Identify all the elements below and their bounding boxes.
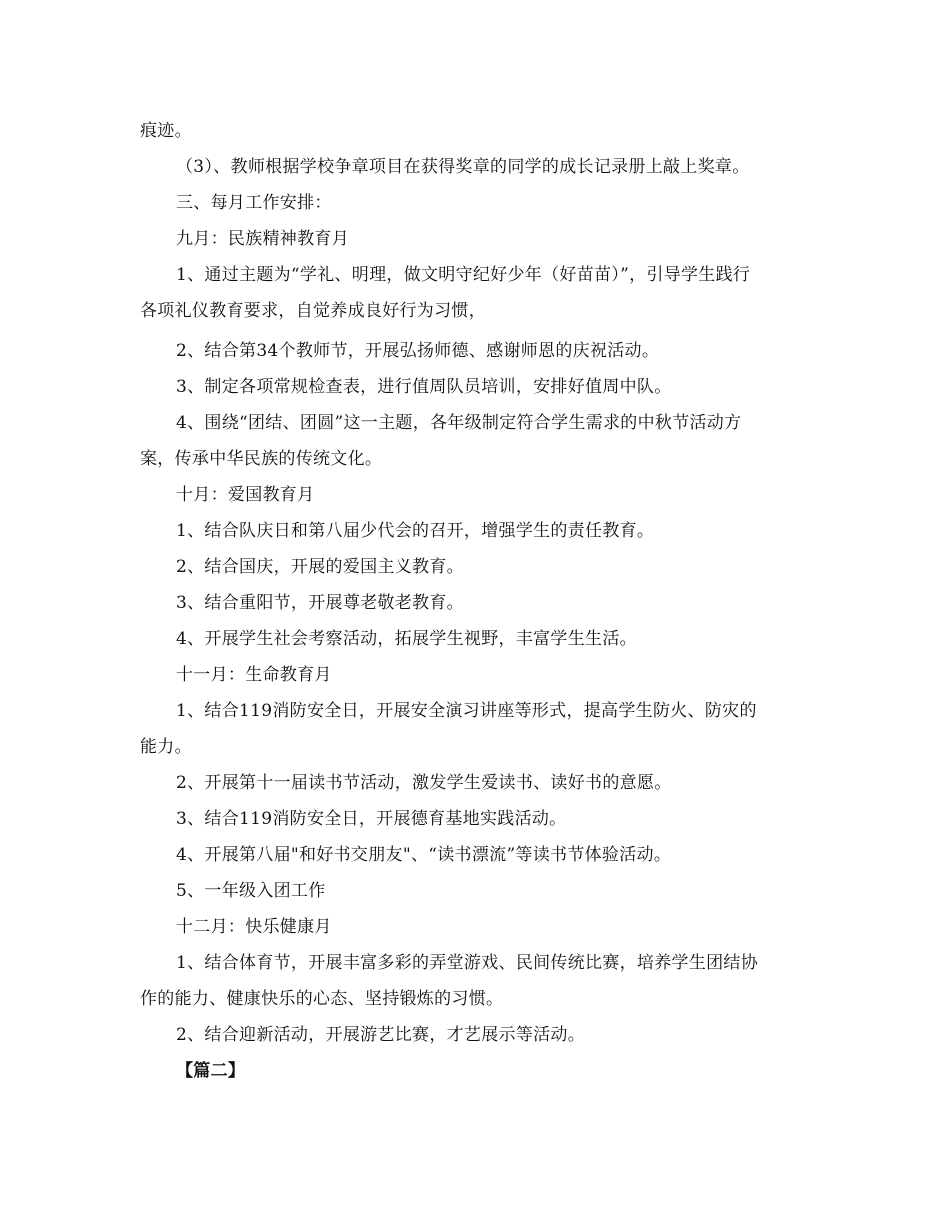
text-line: 2、开展第十一届读书节活动，激发学生爱读书、读好书的意愿。 <box>176 773 672 793</box>
text-line: 1、结合体育节，开展丰富多彩的弄堂游戏、民间传统比赛，培养学生团结协 <box>176 953 759 973</box>
text-line: 5、一年级入团工作 <box>176 881 326 901</box>
month-heading: 九月：民族精神教育月 <box>176 229 349 249</box>
text-line: 1、结合队庆日和第八届少代会的召开，增强学生的责任教育。 <box>176 521 655 541</box>
text-line: 各项礼仪教育要求，自觉养成良好行为习惯， <box>140 301 486 321</box>
part-heading: 【篇二】 <box>176 1061 246 1081</box>
text-line: 2、结合国庆，开展的爱国主义教育。 <box>176 557 464 577</box>
text-line: 4、开展学生社会考察活动，拓展学生视野，丰富学生生活。 <box>176 629 637 649</box>
month-heading: 十一月：生命教育月 <box>176 665 332 685</box>
text-line: 1、结合119消防安全日，开展安全演习讲座等形式，提高学生防火、防灾的 <box>176 701 757 721</box>
text-line: 2、结合第34个教师节，开展弘扬师德、感谢师恩的庆祝活动。 <box>176 341 660 361</box>
text-line: 3、结合119消防安全日，开展德育基地实践活动。 <box>176 809 567 829</box>
month-heading: 十月：爱国教育月 <box>176 485 315 505</box>
text-line: （3）、教师根据学校争章项目在获得奖章的同学的成长记录册上敲上奖章。 <box>176 157 750 177</box>
text-line: 4、开展第八届"和好书交朋友"、“读书漂流”等读书节体验活动。 <box>176 845 672 865</box>
text-line: 作的能力、健康快乐的心态、坚持锻炼的习惯。 <box>140 989 504 1009</box>
text-line: 2、结合迎新活动，开展游艺比赛，才艺展示等活动。 <box>176 1025 586 1045</box>
text-line: 痕迹。 <box>140 121 192 141</box>
section-heading: 三、每月工作安排： <box>176 193 332 213</box>
text-line: 能力。 <box>140 737 192 757</box>
text-line: 4、围绕“团结、团圆”这一主题，各年级制定符合学生需求的中秋节活动方 <box>176 413 742 433</box>
text-line: 案，传承中华民族的传统文化。 <box>140 449 383 469</box>
month-heading: 十二月：快乐健康月 <box>176 917 332 937</box>
text-line: 3、结合重阳节，开展尊老敬老教育。 <box>176 593 464 613</box>
text-line: 1、通过主题为“学礼、明理，做文明守纪好少年（好苗苗）”，引导学生践行 <box>176 265 751 285</box>
text-line: 3、制定各项常规检查表，进行值周队员培训，安排好值周中队。 <box>176 377 672 397</box>
